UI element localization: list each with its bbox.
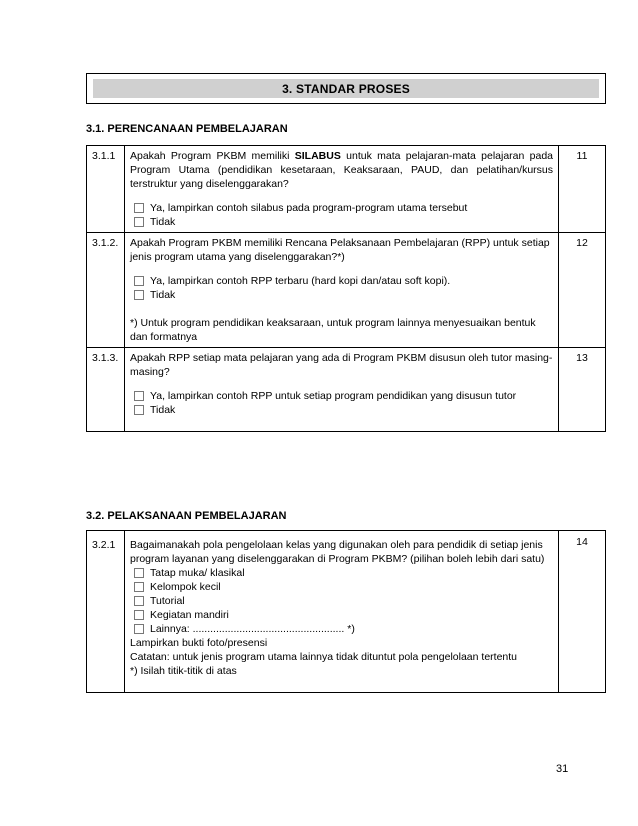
- option-tutorial[interactable]: Tutorial: [134, 594, 553, 608]
- checkbox-icon[interactable]: [134, 290, 144, 300]
- item-number: 3.1.3.: [87, 348, 125, 432]
- option-ya[interactable]: Ya, lampirkan contoh silabus pada program-program utama tersebut: [134, 201, 553, 215]
- item-number: 3.1.1: [87, 146, 125, 233]
- checkbox-icon[interactable]: [134, 217, 144, 227]
- item-points: 13: [559, 348, 606, 432]
- option-tidak[interactable]: Tidak: [134, 215, 553, 229]
- table-row: [87, 233, 606, 348]
- table-row: [87, 348, 606, 432]
- checkbox-icon[interactable]: [134, 203, 144, 213]
- planning-table: [86, 145, 606, 432]
- option-lainnya[interactable]: Lainnya: .................................................... *): [134, 622, 553, 636]
- option-kegiatan-mandiri[interactable]: Kegiatan mandiri: [134, 608, 553, 622]
- question-text: Apakah Program PKBM memiliki Rencana Pelaksanaan Pembelajaran (RPP) untuk setiap jenis program utama yang diselenggarakan?*): [130, 237, 550, 263]
- table-row: [87, 531, 606, 693]
- question-text: Bagaimanakah pola pengelolaan kelas yang digunakan oleh para pendidik di setiap jenis program layanan yang diselenggarakan di Program PKBM? (pilihan boleh lebih dari satu): [130, 539, 545, 565]
- instruction-line: Lampirkan bukti foto/presensi: [130, 637, 268, 649]
- option-tidak[interactable]: Tidak: [134, 288, 553, 302]
- checkbox-icon[interactable]: [134, 276, 144, 286]
- question-cell: [125, 348, 559, 432]
- checkbox-icon[interactable]: [134, 568, 144, 578]
- silabus-emphasis: SILABUS: [294, 150, 341, 162]
- option-kelompok-kecil[interactable]: Kelompok kecil: [134, 580, 553, 594]
- section-title: 3. STANDAR PROSES: [93, 79, 599, 98]
- instruction-line: Catatan: untuk jenis program utama lainnya tidak dituntut pola pengelolaan tertentu: [130, 651, 518, 663]
- question-cell: [125, 233, 559, 348]
- footnote: *) Untuk program pendidikan keaksaraan, untuk program lainnya menyesuaikan bentuk dan formatnya: [130, 317, 536, 343]
- subsection-heading-3-1: 3.1. PERENCANAAN PEMBELAJARAN: [86, 123, 288, 135]
- question-cell: [125, 146, 559, 233]
- checkbox-icon[interactable]: [134, 596, 144, 606]
- table-row: [87, 146, 606, 233]
- item-points: 12: [559, 233, 606, 348]
- question-text: Apakah Program PKBM memiliki SILABUS untuk mata pelajaran-mata pelajaran pada Program Utama (pendidikan kesetaraan, Keaksaraan, PAUD, dan pelatihan/kursus terstruktur yang diselenggarakan?: [130, 150, 553, 190]
- checkbox-icon[interactable]: [134, 624, 144, 634]
- instruction-line: *) Isilah titik-titik di atas: [130, 665, 237, 677]
- question-text: Apakah RPP setiap mata pelajaran yang ada di Program PKBM disusun oleh tutor masing-masing?: [130, 352, 553, 378]
- page-number: 31: [556, 763, 569, 775]
- item-points: 14: [559, 531, 606, 693]
- option-tatap-muka[interactable]: Tatap muka/ klasikal: [134, 566, 553, 580]
- question-cell: [125, 531, 559, 693]
- checkbox-icon[interactable]: [134, 391, 144, 401]
- checkbox-icon[interactable]: [134, 610, 144, 620]
- section-title-box: [86, 73, 606, 104]
- item-number: 3.1.2.: [87, 233, 125, 348]
- option-ya[interactable]: Ya, lampirkan contoh RPP untuk setiap program pendidikan yang disusun tutor: [134, 389, 553, 403]
- subsection-heading-3-2: 3.2. PELAKSANAAN PEMBELAJARAN: [86, 510, 287, 522]
- implementation-table: [86, 530, 606, 693]
- item-number: 3.2.1: [87, 531, 125, 693]
- item-points: 11: [559, 146, 606, 233]
- checkbox-icon[interactable]: [134, 405, 144, 415]
- option-tidak[interactable]: Tidak: [134, 403, 553, 417]
- option-ya[interactable]: Ya, lampirkan contoh RPP terbaru (hard kopi dan/atau soft kopi).: [134, 274, 553, 288]
- checkbox-icon[interactable]: [134, 582, 144, 592]
